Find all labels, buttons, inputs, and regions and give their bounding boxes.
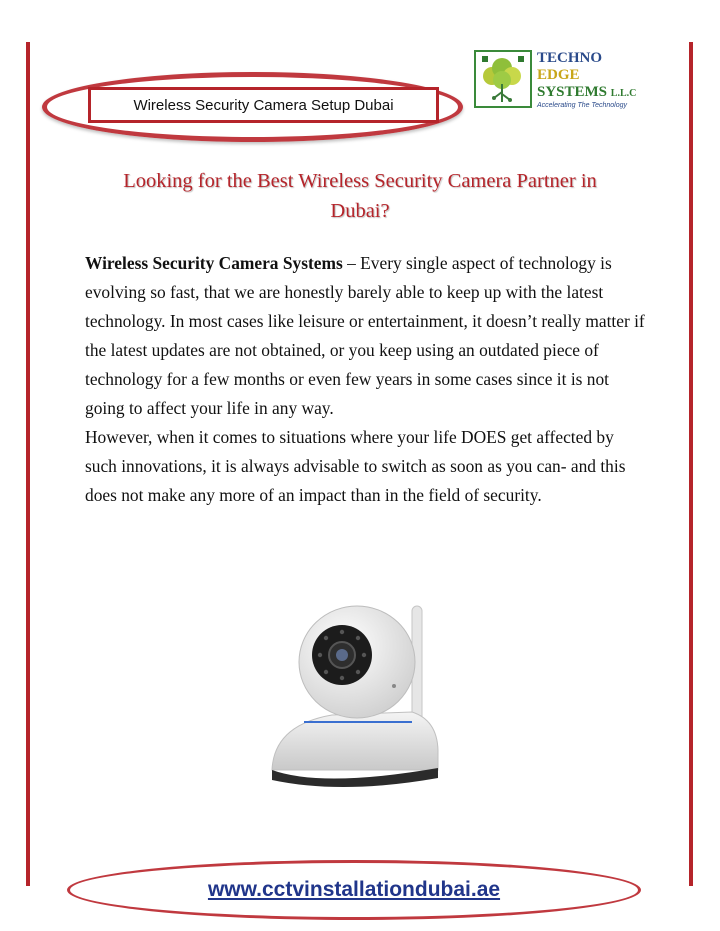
page-heading [80, 166, 640, 226]
website-link[interactable]: www.cctvinstallationdubai.ae [207, 878, 501, 901]
article-body [85, 249, 645, 510]
heading-line-1: Looking for the Best Wireless Security Camera Partner in [123, 170, 597, 192]
logo-tagline: Accelerating The Technology [537, 102, 628, 109]
title-box: Wireless Security Camera Setup Dubai [88, 87, 439, 123]
logo-wordmark [537, 50, 636, 102]
logo-systems-text: SYSTEMS [537, 84, 608, 100]
security-camera-icon [262, 600, 462, 800]
company-logo [474, 47, 644, 115]
logo-line-edge: EDGE [537, 67, 580, 83]
paragraph-1-text: – Every single aspect of technology is evolving so fast, that we are honestly barely able to keep up with the latest technology. In most cases like leisure or entertainment, it doesn’t really matter if the latest updates are not obtained, or you keep using an outdated piece of technology for a few months or even few years in some cases since it is not going to affect your life in any way. [85, 253, 645, 418]
paragraph-1 [85, 249, 645, 423]
heading-line-2: Dubai? [330, 200, 390, 222]
left-border-bar [26, 42, 30, 886]
lead-bold-phrase: Wireless Security Camera Systems [85, 253, 343, 273]
right-border-bar [689, 42, 693, 886]
logo-llc-text: L.L.C [610, 88, 637, 99]
logo-line-techno: TECHNO [537, 50, 603, 66]
tree-circuit-icon [474, 50, 532, 108]
paragraph-2: However, when it comes to situations where your life DOES get affected by such innovations, it is always advisable to switch as soon as you can- and this does not make any more of an impact than in the field of security. [85, 427, 626, 505]
logo-line-systems [537, 84, 636, 102]
